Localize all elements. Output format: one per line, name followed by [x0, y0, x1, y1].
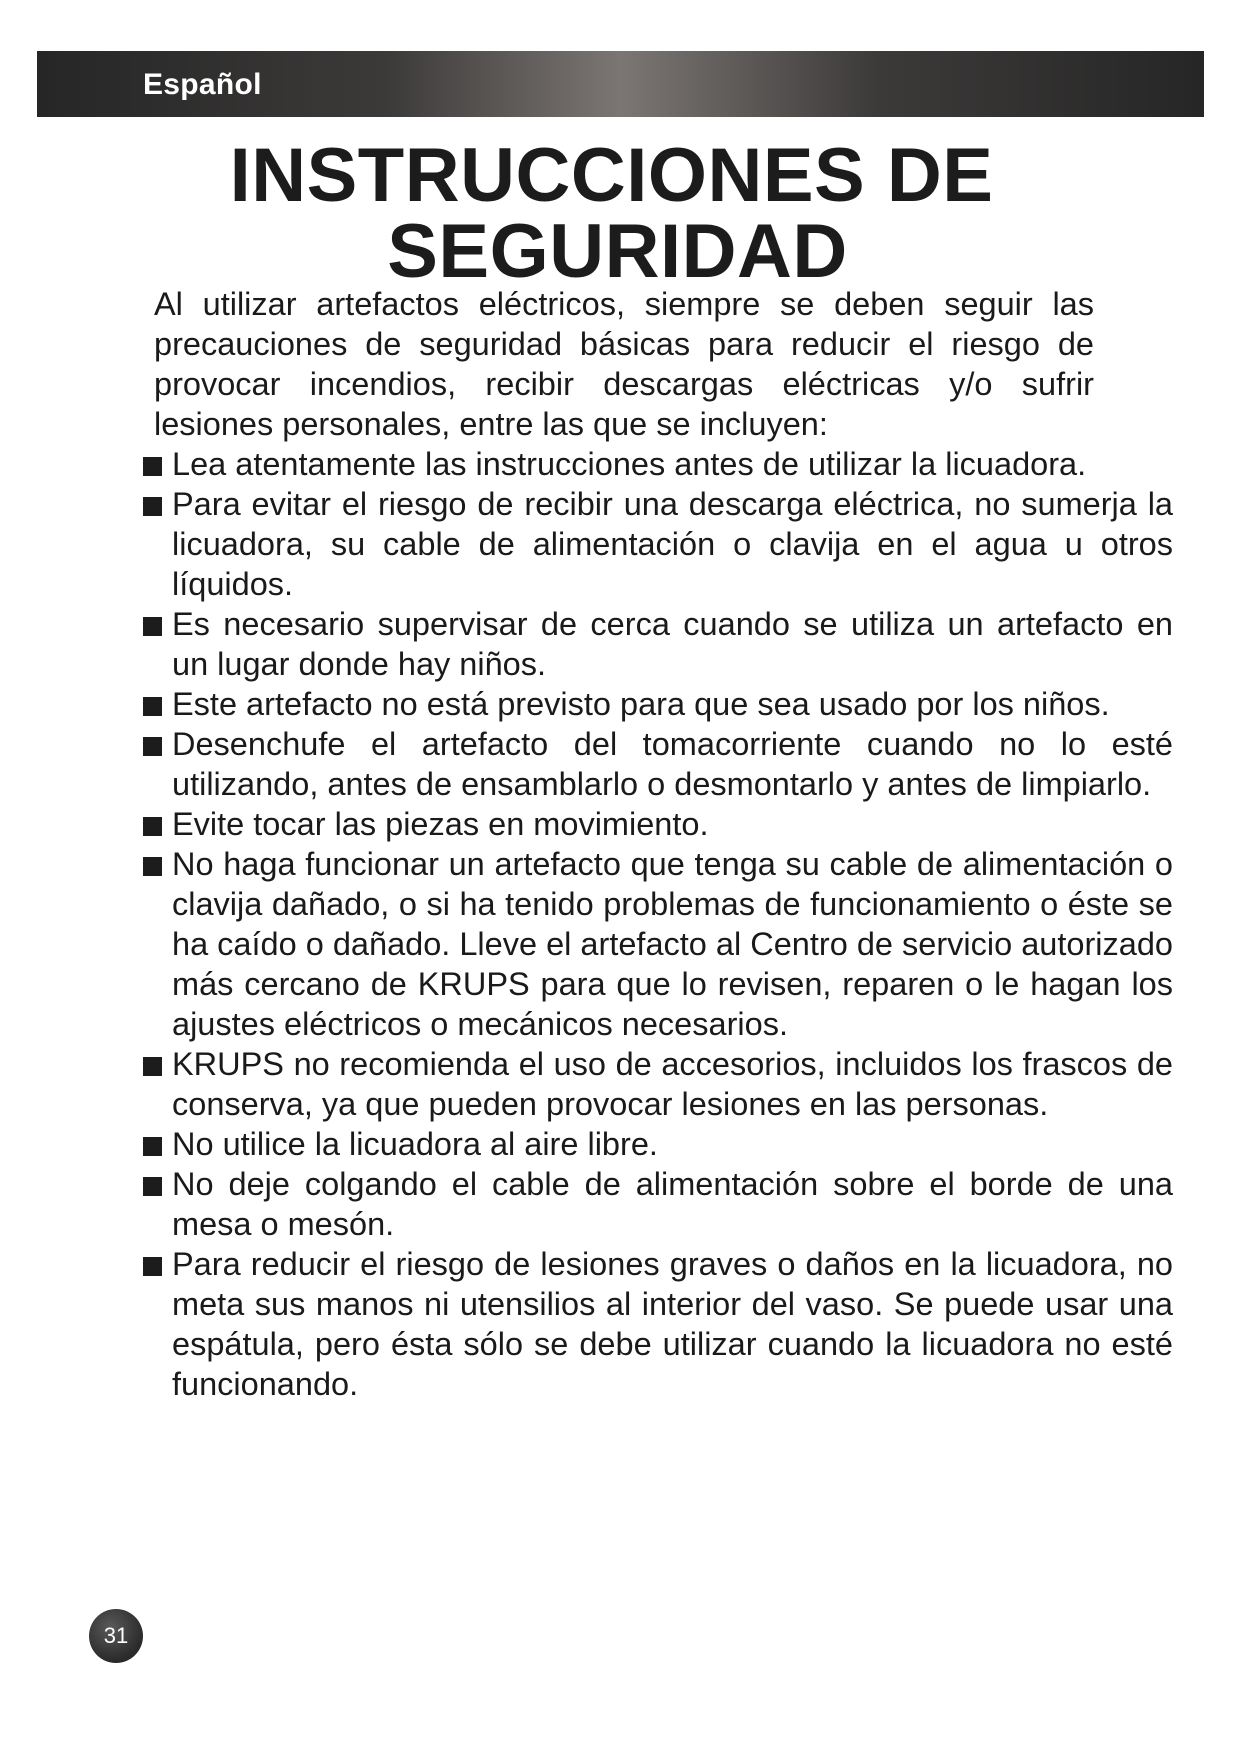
list-item-text: KRUPS no recomienda el uso de accesorios, incluidos los frascos de conserva, ya que pueden provocar lesiones en las personas.: [172, 1046, 1173, 1122]
intro-paragraph: Al utilizar artefactos eléctricos, siempre se deben seguir las precauciones de seguridad básicas para reducir el riesgo de provocar incendios, recibir descargas eléctricas y/o sufrir lesiones personales, entre las que se incluyen:: [154, 286, 1094, 442]
bullet-square-icon: [143, 697, 162, 716]
list-item-text: No deje colgando el cable de alimentación sobre el borde de una mesa o mesón.: [172, 1166, 1173, 1242]
list-item-text: Es necesario supervisar de cerca cuando se utiliza un artefacto en un lugar donde hay niños.: [172, 606, 1173, 682]
list-item: [143, 1044, 1173, 1124]
list-item-text: No haga funcionar un artefacto que tenga su cable de alimentación o clavija dañado, o si ha tenido problemas de funcionamiento o éste se ha caído o dañado. Lleve el artefacto al Centro de servicio autorizado más cercano de KRUPS para que lo revisen, reparen o le hagan los ajustes eléctricos o mecánicos necesarios.: [172, 846, 1173, 1042]
list-item-text: Para evitar el riesgo de recibir una descarga eléctrica, no sumerja la licuadora, su cable de alimentación o clavija en el agua u otros líquidos.: [172, 486, 1173, 602]
bullet-square-icon: [143, 737, 162, 756]
bullet-square-icon: [143, 457, 162, 476]
list-item-text: No utilice la licuadora al aire libre.: [172, 1126, 658, 1162]
list-item: [143, 604, 1173, 684]
bullet-square-icon: [143, 857, 162, 876]
list-item: [143, 484, 1173, 604]
list-item: [143, 684, 1173, 724]
bullet-square-icon: [143, 1057, 162, 1076]
list-item: [143, 1124, 1173, 1164]
list-item-text: Este artefacto no está previsto para que sea usado por los niños.: [172, 686, 1110, 722]
bullet-square-icon: [143, 617, 162, 636]
language-label: Español: [143, 68, 262, 101]
list-item: [143, 844, 1173, 1044]
list-item: [143, 1164, 1173, 1244]
list-item-text: Evite tocar las piezas en movimiento.: [172, 806, 709, 842]
language-header-bar: [37, 51, 1204, 117]
page-title-line-2: SEGURIDAD: [387, 209, 848, 294]
page-title: [0, 133, 1241, 294]
bullet-square-icon: [143, 1137, 162, 1156]
list-item-text: Lea atentamente las instrucciones antes de utilizar la licuadora.: [172, 446, 1087, 482]
page-number-badge: 31: [89, 1609, 143, 1663]
list-item: [143, 804, 1173, 844]
list-item: [143, 444, 1173, 484]
list-item: [143, 1244, 1173, 1404]
safety-instructions-list: [143, 444, 1173, 1404]
list-item-text: Para reducir el riesgo de lesiones graves o daños en la licuadora, no meta sus manos ni utensilios al interior del vaso. Se puede usar una espátula, pero ésta sólo se debe utilizar cuando la licuadora no esté funcionando.: [172, 1246, 1173, 1402]
list-item: [143, 724, 1173, 804]
list-item-text: Desenchufe el artefacto del tomacorriente cuando no lo esté utilizando, antes de ensamblarlo o desmontarlo y antes de limpiarlo.: [172, 726, 1173, 802]
bullet-square-icon: [143, 817, 162, 836]
bullet-square-icon: [143, 497, 162, 516]
page-title-line-1: INSTRUCCIONES DE: [229, 133, 994, 218]
bullet-square-icon: [143, 1177, 162, 1196]
bullet-square-icon: [143, 1257, 162, 1276]
